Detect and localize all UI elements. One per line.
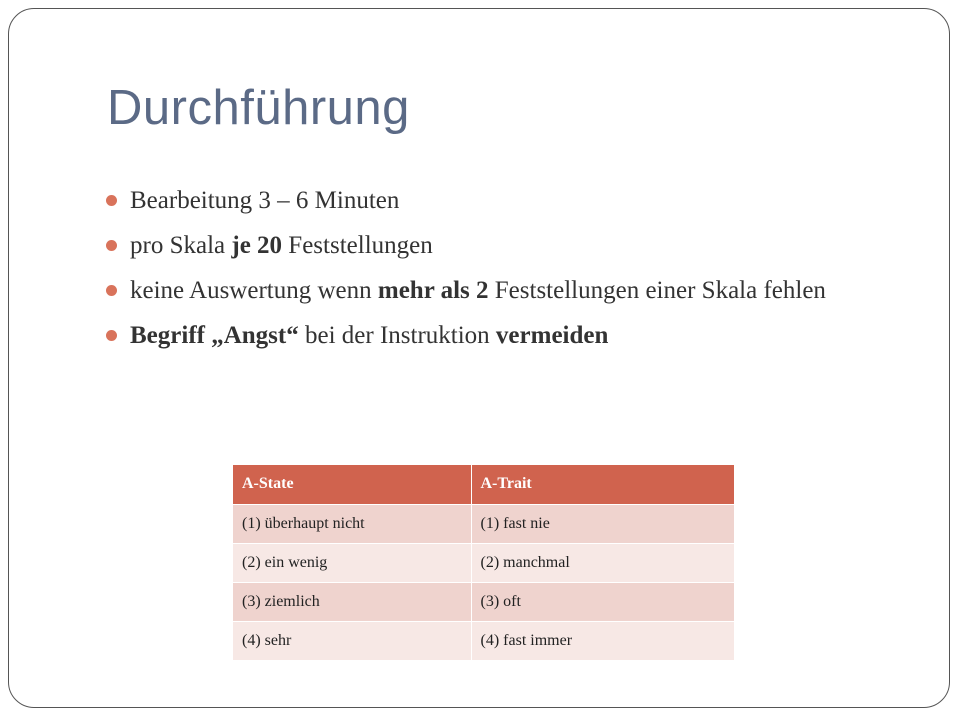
bullet-text-bold: je 20 [231,232,283,259]
bullet-text-part: bei der Instruktion [298,322,496,349]
table-cell: (4) fast immer [471,621,735,660]
bullet-text-part: Feststellungen [282,232,433,259]
table-header-cell: A-Trait [471,465,735,504]
scale-table [233,465,735,661]
bullet-item [106,320,866,352]
bullet-list [106,185,866,365]
bullet-text [130,322,608,349]
slide-title: Durchführung [107,81,410,135]
table-cell: (2) manchmal [471,543,735,582]
bullet-dot-icon [106,285,117,296]
table-cell: (2) ein wenig [233,543,471,582]
bullet-text [130,187,399,214]
table-cell: (1) fast nie [471,504,735,543]
table-cell: (3) oft [471,582,735,621]
bullet-text [130,232,433,259]
table-cell: (4) sehr [233,621,471,660]
bullet-text [130,277,826,304]
bullet-dot-icon [106,195,117,206]
bullet-text-bold: mehr als 2 [377,277,489,304]
bullet-text-part: Bearbeitung 3 – 6 Minuten [130,187,400,214]
table-header-cell: A-State [233,465,471,504]
bullet-text-bold: Begriff „Angst“ [130,322,299,349]
bullet-item [106,185,866,217]
bullet-item [106,230,866,262]
table-header-row [233,465,735,504]
bullet-text-bold: vermeiden [495,322,609,349]
table-cell: (1) überhaupt nicht [233,504,471,543]
table-row [233,543,735,582]
table-row [233,504,735,543]
bullet-dot-icon [106,240,117,251]
table-row [233,621,735,660]
bullet-text-part: keine Auswertung wenn [130,277,378,304]
bullet-text-part: Feststellungen einer Skala fehlen [488,277,826,304]
bullet-dot-icon [106,330,117,341]
table-cell: (3) ziemlich [233,582,471,621]
table-row [233,582,735,621]
bullet-item [106,275,866,307]
bullet-text-part: pro Skala [130,232,232,259]
